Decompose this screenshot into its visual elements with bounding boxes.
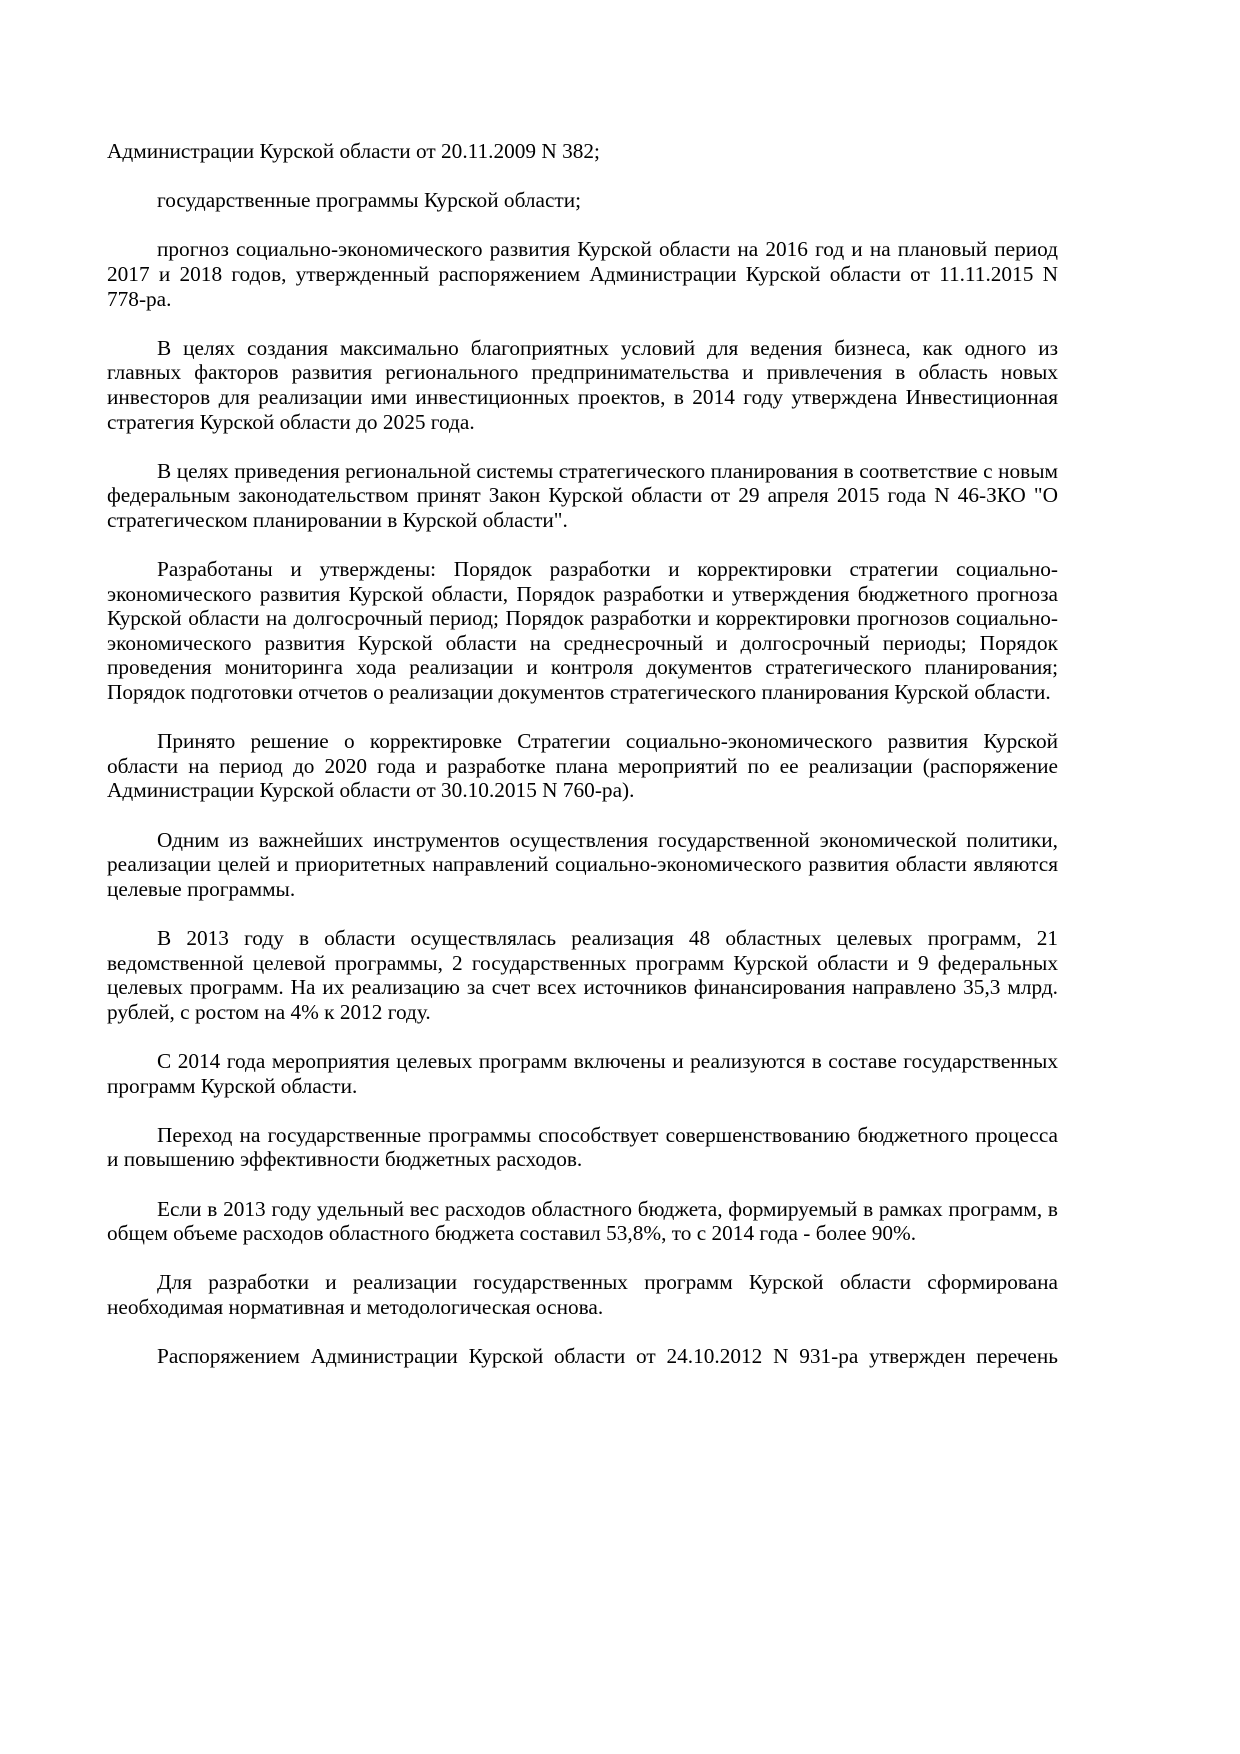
paragraph-strategy-correction: Принято решение о корректировке Стратегии социально-экономического развития Курской области на период до 2020 года и разработке плана мероприятий по ее реализации (распоряжение Администрации Курской области от 30.10.2015 N 760-ра). (107, 729, 1058, 803)
paragraph-investment-strategy: В целях создания максимально благоприятных условий для ведения бизнеса, как одного из главных факторов развития регионального предпринимательства и привлечения в область новых инвесторов для реализации ими инвестиционных проектов, в 2014 году утверждена Инвестиционная стратегия Курской области до 2025 года. (107, 335, 1058, 434)
paragraph-2014-inclusion: С 2014 года мероприятия целевых программ включены и реализуются в составе государственных программ Курской области. (107, 1048, 1058, 1098)
document-page (107, 139, 1058, 1393)
paragraph-state-programs: государственные программы Курской области; (157, 188, 582, 213)
paragraph-regulatory-basis: Для разработки и реализации государственных программ Курской области сформирована необходимая нормативная и методологическая основа. (107, 1270, 1058, 1319)
paragraph-budget-share: Если в 2013 году удельный вес расходов областного бюджета, формируемый в рамках программ, в общем объеме расходов областного бюджета составил 53,8%, то с 2014 года - более 90%. (107, 1196, 1058, 1246)
paragraph-approved-procedures: Разработаны и утверждены: Порядок разработки и корректировки стратегии социально-экономического развития Курской области, Порядок разработки и утверждения бюджетного прогноза Курской области на долгосрочный период; Порядок разработки и корректировки прогнозов социально-экономического развития Курской области на среднесрочный и долгосрочный периоды; Порядок проведения мониторинга хода реализации и контроля документов стратегического планирования; Порядок подготовки отчетов о реализации документов стратегического планирования Курской области. (107, 557, 1058, 705)
paragraph-program-list-order: Распоряжением Администрации Курской области от 24.10.2012 N 931-ра утвержден перечень (157, 1344, 1058, 1369)
paragraph-transition-benefits: Переход на государственные программы способствует совершенствованию бюджетного процесса и повышению эффективности бюджетных расходов. (107, 1122, 1058, 1172)
paragraph-2013-programs: В 2013 году в области осуществлялась реализация 48 областных целевых программ, 21 ведомственной целевой программы, 2 государственных программ Курской области и 9 федеральных целевых программ. На их реализацию за счет всех источников финансирования направлено 35,3 млрд. рублей, с ростом на 4% к 2012 году. (107, 926, 1058, 1024)
paragraph-strategic-planning-law: В целях приведения региональной системы стратегического планирования в соответствие с новым федеральным законодательством принят Закон Курской области от 29 апреля 2015 года N 46-ЗКО "О стратегическом планировании в Курской области". (107, 458, 1058, 532)
paragraph-target-programs-instrument: Одним из важнейших инструментов осуществления государственной экономической политики, реализации целей и приоритетных направлений социально-экономического развития области являются целевые программы. (107, 827, 1058, 901)
paragraph-administration-reference: Администрации Курской области от 20.11.2009 N 382; (107, 139, 600, 163)
paragraph-forecast-2016: прогноз социально-экономического развития Курской области на 2016 год и на плановый период 2017 и 2018 годов, утвержденный распоряжением Администрации Курской области от 11.11.2015 N 778-ра. (107, 237, 1058, 311)
